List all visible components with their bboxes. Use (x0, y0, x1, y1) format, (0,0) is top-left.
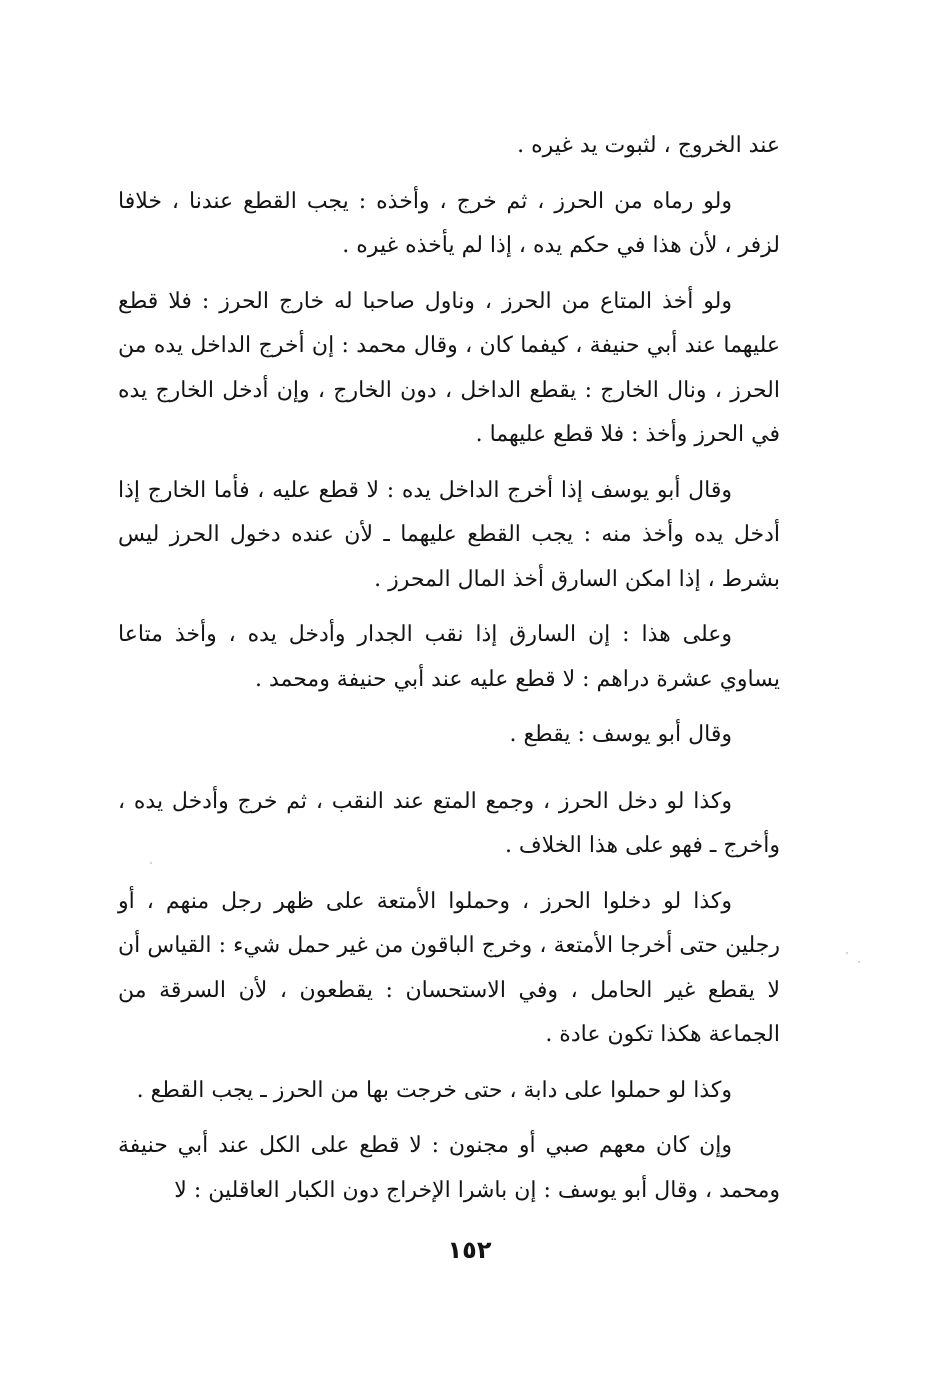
paragraph-4: وقال أبو يوسف إذا أخرج الداخل يده : لا قطع عليه ، فأما الخارج إذا أدخل يده وأخذ منه : يجب القطع عليهما ـ لأن عنده دخول الحرز ليس بشرط ، إذا امكن السارق أخذ المال المحرز . (118, 477, 780, 592)
paragraph-2: ولو رماه من الحرز ، ثم خرج ، وأخذه : يجب القطع عندنا ، خلافا لزفر ، لأن هذا في حكم يده ، إذا لم يأخذه غيره . (118, 188, 780, 258)
page-number: ١٥٢ (447, 1236, 492, 1264)
paragraph-3: ولو أخذ المتاع من الحرز ، وناول صاحبا له خارج الحرز : فلا قطع عليهما عند أبي حنيفة ، كيفما كان ، وقال محمد : إن أخرج الداخل يده من الحرز ، ونال الخارج : يقطع الداخل ، دون الخارج ، وإن أدخل الخارج يده في الحرز وأخذ : فلا قطع عليهما . (118, 288, 780, 447)
paragraph-6: وقال أبو يوسف : يقطع . (509, 722, 732, 747)
paragraph-8: وكذا لو دخلوا الحرز ، وحملوا الأمتعة على ظهر رجل منهم ، أو رجلين حتى أخرجا الأمتعة ، وخرج الباقون من غير حمل شيء : القياس أن لا يقطع غير الحامل ، وفي الاستحسان : يقطعون ، لأن السرقة من الجماعة هكذا تكون عادة . (118, 888, 780, 1047)
paragraph-10: وإن كان معهم صبي أو مجنون : لا قطع على الكل عند أبي حنيفة ومحمد ، وقال أبو يوسف : إن باشرا الإخراج دون الكبار العاقلين : لا (118, 1133, 780, 1203)
paragraph-9: وكذا لو حملوا على دابة ، حتى خرجت بها من الحرز ـ يجب القطع . (136, 1077, 732, 1103)
body-text (118, 124, 780, 1224)
paragraph-1: عند الخروج ، لثبوت يد غيره . (517, 133, 780, 158)
scan-speck (150, 862, 152, 864)
paragraph-5: وعلى هذا : إن السارق إذا نقب الجدار وأدخل يده ، وأخذ متاعا يساوي عشرة دراهم : لا قطع عليه عند أبي حنيفة ومحمد . (118, 622, 780, 692)
paragraph-7: وكذا لو دخل الحرز ، وجمع المتع عند النقب ، ثم خرج وأدخل يده ، وأخرج ـ فهو على هذا الخلاف . (118, 788, 780, 858)
scan-speck (846, 952, 848, 954)
scan-speck (858, 961, 860, 963)
